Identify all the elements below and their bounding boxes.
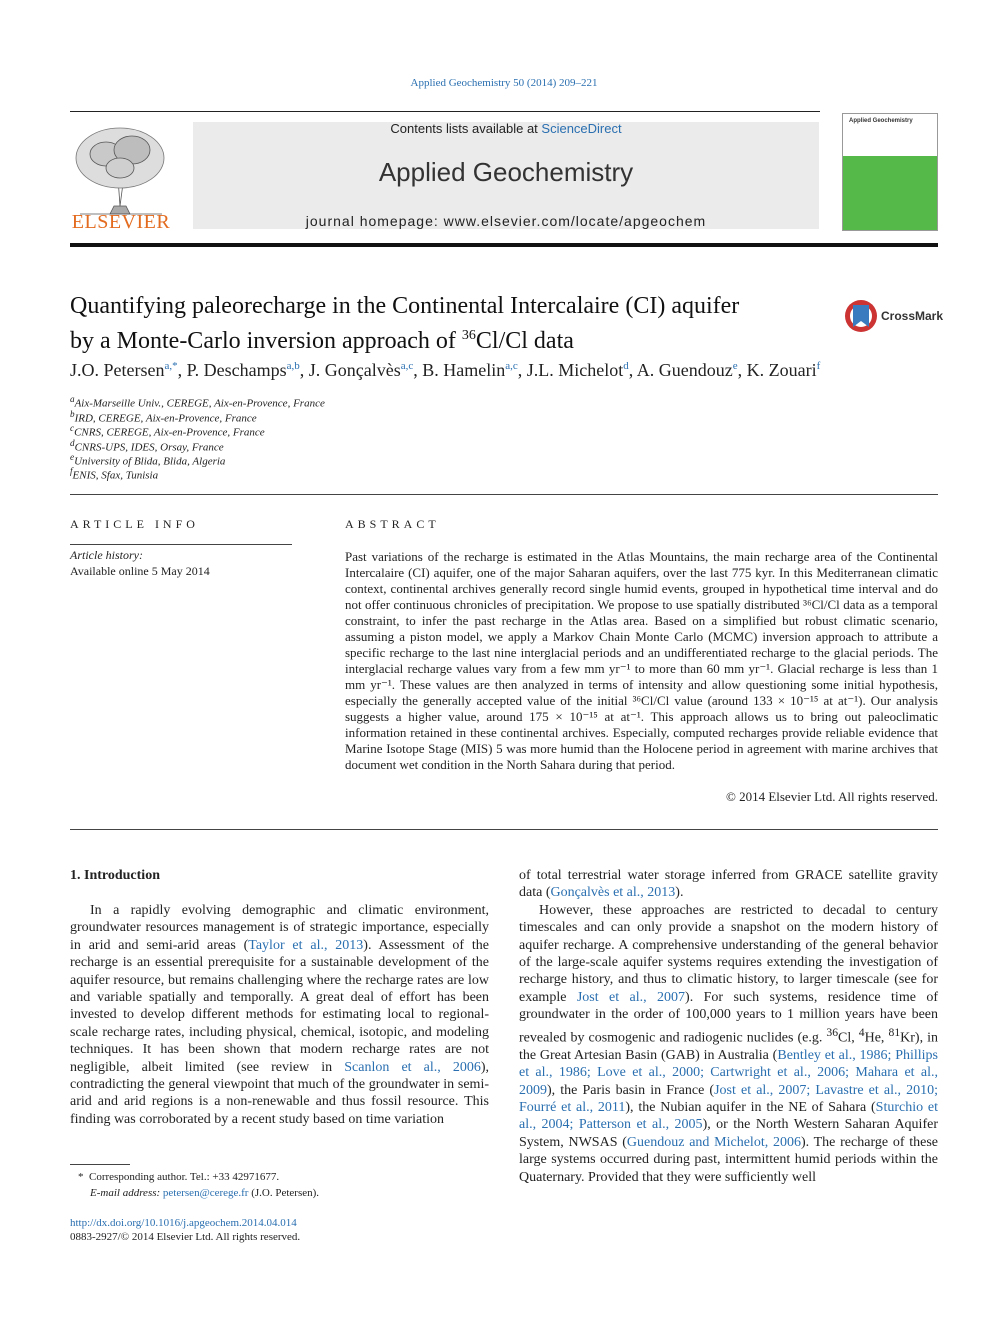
sciencedirect-link[interactable]: ScienceDirect <box>541 121 622 136</box>
footnote-rule <box>70 1164 130 1165</box>
title-line-2-pre: by a Monte-Carlo inversion approach of <box>70 328 462 354</box>
doi-link[interactable]: http://dx.doi.org/10.1016/j.apgeochem.2014.04.014 <box>70 1217 297 1229</box>
abstract-heading: ABSTRACT <box>345 517 440 531</box>
author[interactable]: B. Hamelin$^{a,c}$ <box>422 360 518 380</box>
author[interactable]: J.L. Michelot$^d$ <box>526 360 629 380</box>
title-line-1: Quantifying paleorecharge in the Continental Intercalaire (CI) aquifer <box>70 293 740 319</box>
author-list <box>70 360 950 381</box>
footnote-star: * <box>78 1171 89 1183</box>
header-top-rule <box>70 111 820 112</box>
affiliation: $^b$IRD, CEREGE, Aix-en-Provence, France <box>70 409 257 425</box>
author[interactable]: A. Guendouz$^e$ <box>636 360 738 380</box>
issn-line: 0883-2927/© 2014 Elsevier Ltd. All rights reserved. <box>70 1231 301 1243</box>
intro-left-paragraph: In a rapidly evolving demographic and climatic environment, groundwater resources management is of strategic importance, especially in arid and semi-arid areas (Taylor et al., 2013). Assessment of the recharge is an essential prerequisite for a sustainable development of the aquifer resource, but remains challenging where the recharge rates are low and variable spatially and temporally. A great deal of effort has been invested to develop different methods for estimating local to regional-scale recharge rates, including physical, chemical, isotopic, and modeling techniques. It has been shown that modern recharge rates are not negligible, albeit limited (see review in Scanlon et al., 2006), contradicting the general viewpoint that much of the groundwater in semi-arid and arid regions is a non-renewable and thus fossil resource. This finding was corroborated by a recent study based on time variation <box>70 903 490 1127</box>
abstract-copyright: © 2014 Elsevier Ltd. All rights reserved. <box>725 789 938 804</box>
section-rule <box>70 494 938 495</box>
journal-homepage[interactable]: journal homepage: www.elsevier.com/locate/apgeochem <box>305 213 707 229</box>
author-sep: , <box>737 360 747 380</box>
author[interactable]: K. Zouari$^f$ <box>746 360 821 380</box>
author-sep: , <box>413 360 423 380</box>
email-link[interactable]: petersen@cerege.fr <box>162 1187 249 1199</box>
section-rule <box>70 829 938 830</box>
author-sep: , <box>299 360 309 380</box>
intro-right-paragraph-2: However, these approaches are restricted to decadal to century timescales and can only provide a snapshot on the modern history of aquifer recharge. A comprehensive understanding of the general behavior of the large-scale aquifer systems requires extending the investigation of recharge history, and thus to climatic history, to larger timescale (see for example Jost et al., 2007). For such systems, residence time of groundwater in the order of 100,000 years to 1 million years have been revealed by cosmogenic and radiogenic nuclides (e.g. $^{36}$Cl, $^4$He, $^{81}$Kr), in the Great Artesian Basin (GAB) in Australia (Bentley et al., 1986; Phillips et al., 1986; Love et al., 2000; Cartwright et al., 2006; Mahara et al., 2009), the Paris basin in France (Jost et al., 2007; Lavastre et al., 2010; Fourré et al., 2011), the Nubian aquifer in the NE of Sahara (Sturchio et al., 2004; Patterson et al., 2005), or the North Western Saharan Aquifer System, NWSAS (Guendouz and Michelot, 2006). The recharge of these large systems occurred during past, intermittent humid periods within the Quaternary. Provided that they were sufficiently well <box>519 902 939 1185</box>
author-sep: , <box>517 360 527 380</box>
affiliation: $^f$ENIS, Sfax, Tunisia <box>70 466 159 482</box>
elsevier-logo <box>70 118 172 236</box>
article-info-rule <box>70 544 292 545</box>
author-sep: , <box>177 360 187 380</box>
journal-cover <box>842 113 938 231</box>
contents-prefix: Contents lists available at <box>390 121 542 136</box>
affiliation: $^e$University of Blida, Blida, Algeria <box>70 452 226 468</box>
email-note: E-mail address: petersen@cerege.fr (J.O. Petersen). <box>90 1187 320 1199</box>
elsevier-wordmark: ELSEVIER <box>71 211 171 233</box>
cover-top-panel <box>843 114 937 156</box>
header-bottom-rule <box>70 243 938 247</box>
article-history-value: Available online 5 May 2014 <box>70 564 210 578</box>
crossmark-icon <box>844 297 878 335</box>
article-info-heading: ARTICLE INFO <box>70 517 199 531</box>
corresponding-author-note: * Corresponding author. Tel.: +33 42971677. <box>78 1171 280 1183</box>
affiliation: $^a$Aix-Marseille Univ., CEREGE, Aix-en-Provence, France <box>70 394 325 410</box>
cover-title: Applied Geochemistry <box>849 118 913 124</box>
intro-right-paragraph-1: of total terrestrial water storage inferred from GRACE satellite gravity data (Gonçalvès et al., 2013). <box>519 868 938 901</box>
crossmark-label: CrossMark <box>881 309 944 323</box>
journal-reference[interactable]: Applied Geochemistry 50 (2014) 209–221 <box>410 77 598 89</box>
crossmark-badge[interactable] <box>844 297 944 335</box>
journal-title: Applied Geochemistry <box>378 157 634 187</box>
author[interactable]: J. Gonçalvès$^{a,c}$ <box>308 360 414 380</box>
title-line-2-post: Cl/Cl data <box>475 328 574 354</box>
introduction-heading: 1. Introduction <box>70 868 160 883</box>
title-isotope-sup: 36 <box>461 328 476 343</box>
affiliation: $^d$CNRS-UPS, IDES, Orsay, France <box>70 438 224 454</box>
author-sep: , <box>628 360 637 380</box>
affiliation: $^c$CNRS, CEREGE, Aix-en-Provence, France <box>70 423 265 439</box>
intro-right-column <box>519 867 938 1186</box>
article-title <box>70 292 830 356</box>
contents-line <box>193 121 819 136</box>
article-history-label: Article history: <box>70 548 143 562</box>
author[interactable]: J.O. Petersen$^{a,*}$ <box>70 360 178 380</box>
abstract-text: Past variations of the recharge is estimated in the Atlas Mountains, the main recharge area of the Continental Intercalaire (CI) aquifer, one of the major Saharan aquifers, over the last 775 kyr. In this Mediterranean climatic context, continental archives generally record single humid events, grouped in hypothetical time interval and do not offer continuous chronicles of precipitation. We propose to use spatially distributed ³⁶Cl/Cl data as a temporal constraint, to infer the past recharge in the Atlas area. Based on a simplified but robust climatic scenario, assuming a piston model, we apply a Markov Chain Monte Carlo (MCMC) inversion approach to attribute a specific recharge to the last nine interglacial periods and an undifferentiated recharge to the glacial periods. The interglacial recharge values vary from a few mm yr⁻¹ to more than 60 mm yr⁻¹. Glacial recharge is less than 1 mm yr⁻¹. These values are then analyzed in terms of intensity and allow questioning some initial hypothesis, especially the generally accepted value of the initial ³⁶Cl/Cl value (around 133 × 10⁻¹⁵ at at⁻¹). Our analysis suggests a higher value, around 175 × 10⁻¹⁵ at at⁻¹. This approach allows us to bring out paleoclimatic information retained in these continental archives. Especially, computed recharges provide reliable evidence that Marine Isotope Stage (MIS) 5 was more humid than the Holocene period in agreement with marine archives that document wet condition in the North Sahara during that period. <box>345 549 938 772</box>
author[interactable]: P. Deschamps$^{a,b}$ <box>186 360 300 380</box>
